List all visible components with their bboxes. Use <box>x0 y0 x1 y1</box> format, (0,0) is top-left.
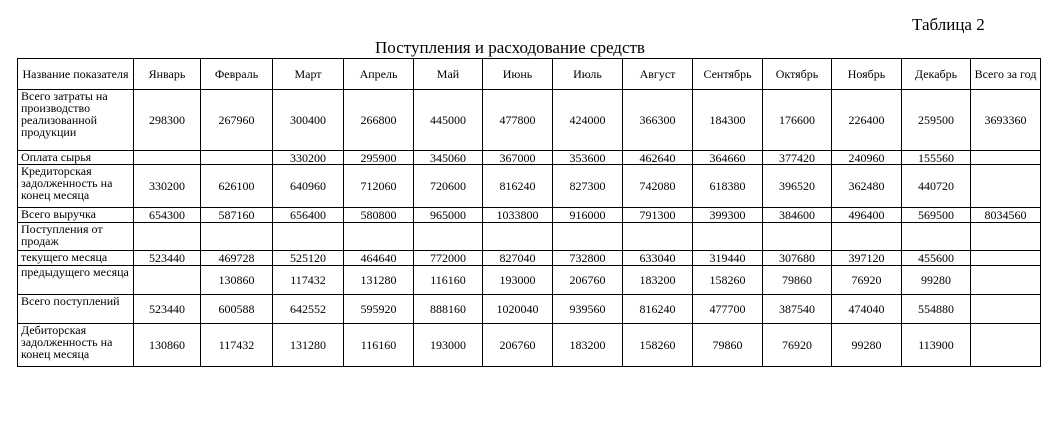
table-cell <box>414 223 483 251</box>
row-label: Дебиторская задолженность на конец месяца <box>18 324 134 367</box>
table-cell: 587160 <box>201 208 273 223</box>
table-cell <box>134 151 201 165</box>
table-cell <box>483 223 553 251</box>
table-cell: 640960 <box>273 165 344 208</box>
table-cell: 595920 <box>344 295 414 324</box>
row-label: Поступления от продаж <box>18 223 134 251</box>
table-cell: 131280 <box>344 266 414 295</box>
column-header: Сентябрь <box>693 59 763 90</box>
table-cell: 1020040 <box>483 295 553 324</box>
row-total-receipts <box>18 295 1041 324</box>
table-cell: 158260 <box>693 266 763 295</box>
table-cell: 424000 <box>553 90 623 151</box>
table-cell: 319440 <box>693 251 763 266</box>
table-cell <box>344 223 414 251</box>
table-cell: 916000 <box>553 208 623 223</box>
table-cell: 732800 <box>553 251 623 266</box>
table-cell: 477800 <box>483 90 553 151</box>
table-cell: 626100 <box>201 165 273 208</box>
table-cell: 455600 <box>902 251 971 266</box>
table-cell: 193000 <box>483 266 553 295</box>
row-label: Всего поступлений <box>18 295 134 324</box>
table-cell <box>201 151 273 165</box>
table-cell: 445000 <box>414 90 483 151</box>
table-cell: 353600 <box>553 151 623 165</box>
table-cell <box>763 223 832 251</box>
table-cell <box>693 223 763 251</box>
row-accounts-payable <box>18 165 1041 208</box>
table-cell: 633040 <box>623 251 693 266</box>
table-cell <box>971 324 1041 367</box>
table-number: Таблица 2 <box>912 15 985 34</box>
table-cell: 827300 <box>553 165 623 208</box>
table-cell: 384600 <box>763 208 832 223</box>
table-cell: 117432 <box>273 266 344 295</box>
row-label: Оплата сырья <box>18 151 134 165</box>
column-header: Название показателя <box>18 59 134 90</box>
row-sales-receipts <box>18 223 1041 251</box>
table-cell: 345060 <box>414 151 483 165</box>
table-cell: 525120 <box>273 251 344 266</box>
table-cell: 399300 <box>693 208 763 223</box>
table-cell: 965000 <box>414 208 483 223</box>
table-cell: 79860 <box>693 324 763 367</box>
table-cell: 654300 <box>134 208 201 223</box>
table-cell: 300400 <box>273 90 344 151</box>
row-total-revenue <box>18 208 1041 223</box>
row-accounts-receivable <box>18 324 1041 367</box>
row-raw-material-payment <box>18 151 1041 165</box>
table-cell: 580800 <box>344 208 414 223</box>
row-label: предыдущего месяца <box>18 266 134 295</box>
table-cell: 888160 <box>414 295 483 324</box>
table-title: Поступления и расходование средств <box>375 38 645 57</box>
column-header: Всего за год <box>971 59 1041 90</box>
table-cell: 176600 <box>763 90 832 151</box>
table-cell: 523440 <box>134 295 201 324</box>
table-cell <box>971 165 1041 208</box>
table-cell: 295900 <box>344 151 414 165</box>
table-cell: 720600 <box>414 165 483 208</box>
table-cell: 791300 <box>623 208 693 223</box>
table-cell: 366300 <box>623 90 693 151</box>
table-cell: 99280 <box>832 324 902 367</box>
table-cell <box>902 223 971 251</box>
table-cell: 523440 <box>134 251 201 266</box>
table-cell: 116160 <box>344 324 414 367</box>
table-body <box>18 90 1041 367</box>
table-cell: 158260 <box>623 324 693 367</box>
table-cell: 1033800 <box>483 208 553 223</box>
table-cell: 76920 <box>832 266 902 295</box>
row-previous-month <box>18 266 1041 295</box>
table-cell <box>201 223 273 251</box>
table-cell: 116160 <box>414 266 483 295</box>
table-cell: 3693360 <box>971 90 1041 151</box>
table-cell: 131280 <box>273 324 344 367</box>
table-cell: 397120 <box>832 251 902 266</box>
table-cell: 364660 <box>693 151 763 165</box>
table-cell <box>623 223 693 251</box>
header-row <box>18 59 1041 90</box>
table-cell: 816240 <box>483 165 553 208</box>
table-cell: 600588 <box>201 295 273 324</box>
column-header: Январь <box>134 59 201 90</box>
table-cell: 367000 <box>483 151 553 165</box>
table-cell: 464640 <box>344 251 414 266</box>
column-header: Август <box>623 59 693 90</box>
table-cell: 99280 <box>902 266 971 295</box>
table-cell: 266800 <box>344 90 414 151</box>
table-cell: 184300 <box>693 90 763 151</box>
table-cell: 469728 <box>201 251 273 266</box>
row-label: текущего месяца <box>18 251 134 266</box>
table-cell: 330200 <box>273 151 344 165</box>
table-cell <box>971 151 1041 165</box>
table-cell <box>553 223 623 251</box>
table-cell: 206760 <box>553 266 623 295</box>
table-cell <box>134 223 201 251</box>
table-cell: 130860 <box>134 324 201 367</box>
table-cell: 816240 <box>623 295 693 324</box>
table-cell: 462640 <box>623 151 693 165</box>
table-cell: 76920 <box>763 324 832 367</box>
table-cell: 240960 <box>832 151 902 165</box>
table-cell: 307680 <box>763 251 832 266</box>
table-cell: 477700 <box>693 295 763 324</box>
table-cell: 183200 <box>553 324 623 367</box>
table-cell <box>832 223 902 251</box>
table-cell: 440720 <box>902 165 971 208</box>
table-cell: 206760 <box>483 324 553 367</box>
table-cell: 618380 <box>693 165 763 208</box>
table-cell <box>273 223 344 251</box>
table-cell: 259500 <box>902 90 971 151</box>
table-cell: 193000 <box>414 324 483 367</box>
table-cell: 267960 <box>201 90 273 151</box>
table-cell <box>971 251 1041 266</box>
table-cell: 772000 <box>414 251 483 266</box>
row-label: Кредиторская задолженность на конец месяца <box>18 165 134 208</box>
table-cell: 183200 <box>623 266 693 295</box>
table-cell <box>971 295 1041 324</box>
table-cell: 712060 <box>344 165 414 208</box>
column-header: Июнь <box>483 59 553 90</box>
table-cell: 656400 <box>273 208 344 223</box>
table-cell <box>134 266 201 295</box>
row-label: Всего затраты на производство реализованной продукции <box>18 90 134 151</box>
table-cell: 377420 <box>763 151 832 165</box>
column-header: Декабрь <box>902 59 971 90</box>
column-header: Ноябрь <box>832 59 902 90</box>
column-header: Октябрь <box>763 59 832 90</box>
table-cell: 496400 <box>832 208 902 223</box>
row-current-month <box>18 251 1041 266</box>
table-cell: 387540 <box>763 295 832 324</box>
table-cell: 8034560 <box>971 208 1041 223</box>
table-cell: 130860 <box>201 266 273 295</box>
table-cell: 79860 <box>763 266 832 295</box>
column-header: Февраль <box>201 59 273 90</box>
table-cell: 113900 <box>902 324 971 367</box>
table-cell: 226400 <box>832 90 902 151</box>
column-header: Июль <box>553 59 623 90</box>
table-cell: 396520 <box>763 165 832 208</box>
table-cell: 554880 <box>902 295 971 324</box>
table-cell: 117432 <box>201 324 273 367</box>
row-total-costs <box>18 90 1041 151</box>
table-cell <box>971 223 1041 251</box>
table-cell: 742080 <box>623 165 693 208</box>
column-header: Апрель <box>344 59 414 90</box>
column-header: Март <box>273 59 344 90</box>
table-cell: 827040 <box>483 251 553 266</box>
table-cell: 298300 <box>134 90 201 151</box>
income-expense-table <box>17 58 1041 367</box>
row-label: Всего выручка <box>18 208 134 223</box>
table-cell: 155560 <box>902 151 971 165</box>
table-cell: 642552 <box>273 295 344 324</box>
table-cell: 362480 <box>832 165 902 208</box>
table-cell: 474040 <box>832 295 902 324</box>
table-cell <box>971 266 1041 295</box>
column-header: Май <box>414 59 483 90</box>
table-cell: 330200 <box>134 165 201 208</box>
table-cell: 569500 <box>902 208 971 223</box>
table-cell: 939560 <box>553 295 623 324</box>
